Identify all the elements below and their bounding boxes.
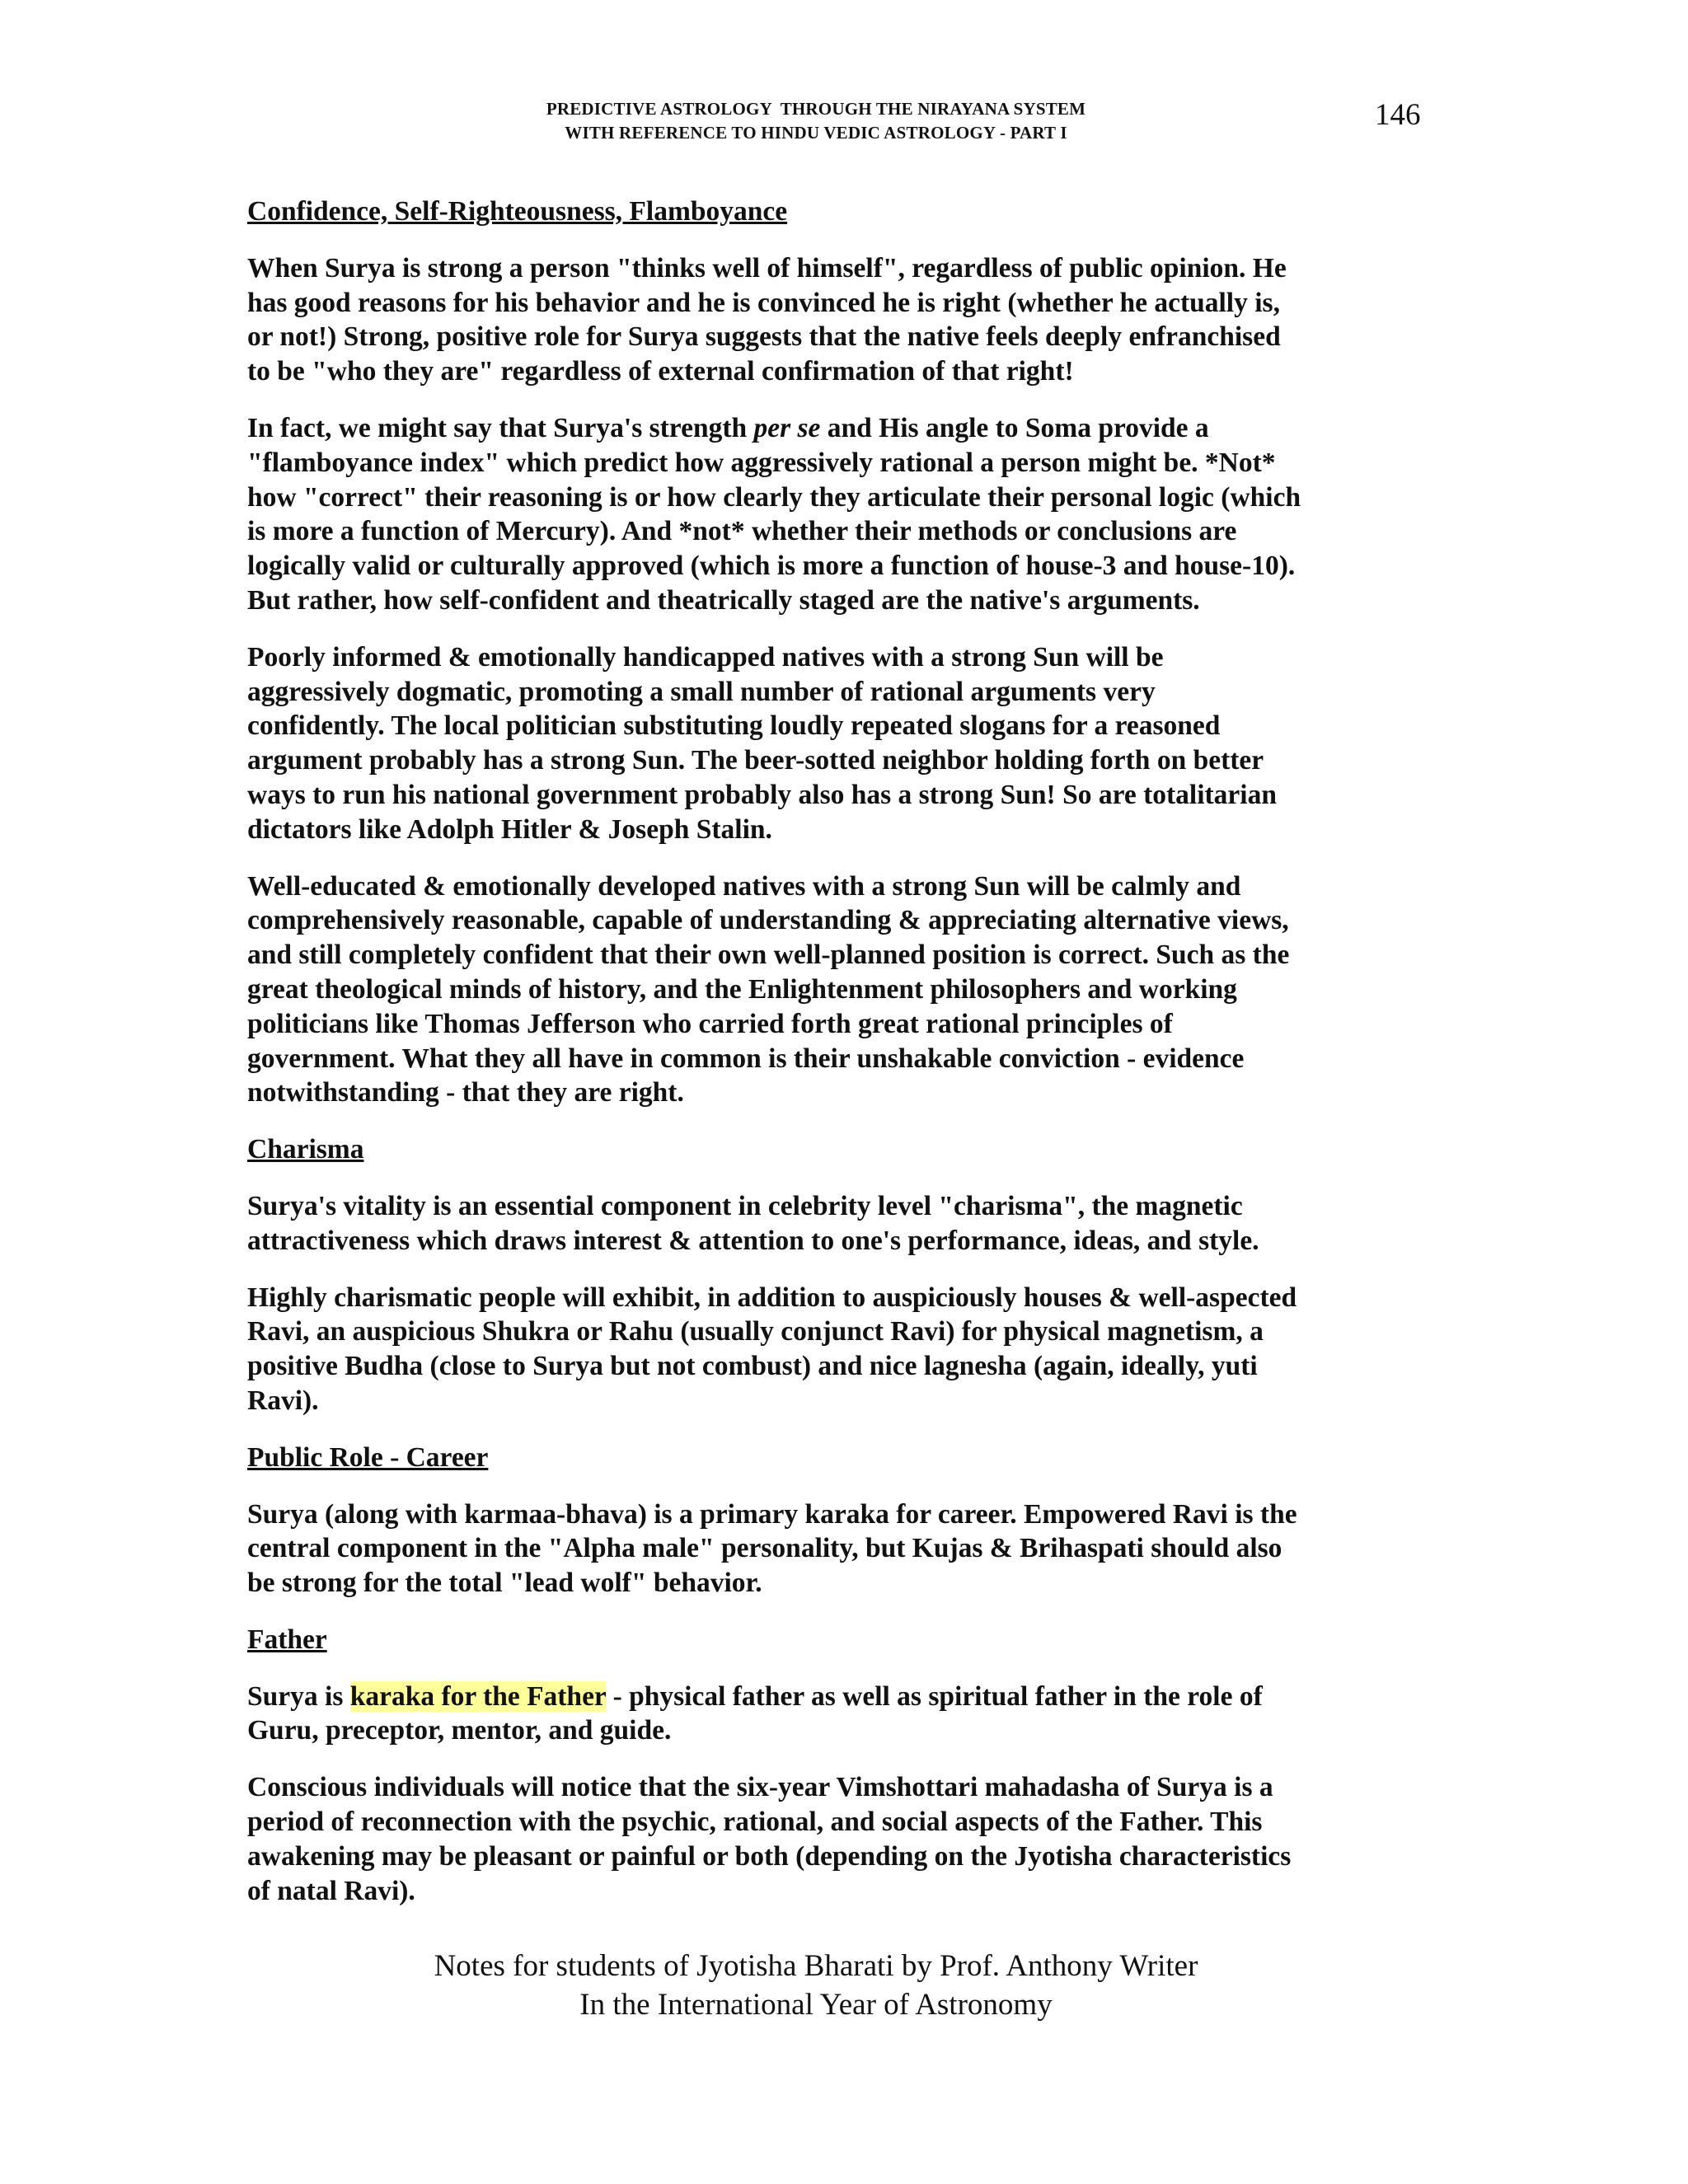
text-line: of natal Ravi). (247, 1875, 415, 1906)
section-heading-charisma: Charisma (247, 1134, 364, 1165)
text-line: When Surya is strong a person "thinks well of himself", regardless of public opinion. He (247, 252, 1287, 284)
text-line (247, 1680, 1442, 1714)
paragraph (247, 411, 1442, 618)
text-line: be strong for the total "lead wolf" behavior. (247, 1568, 762, 1599)
text-line: "flamboyance index" which predict how aggressively rational a person might be. *Not* (247, 447, 1276, 478)
text-run: Surya is (247, 1680, 350, 1712)
paragraph (247, 1189, 1442, 1258)
text-line: argument probably has a strong Sun. The beer-sotted neighbor holding forth on better (247, 745, 1264, 776)
text-line: comprehensively reasonable, capable of understanding & appreciating alternative views, (247, 905, 1289, 936)
text-line: how "correct" their reasoning is or how clearly they articulate their personal logic (which (247, 481, 1301, 513)
page-body (247, 194, 1442, 1930)
paragraph (247, 869, 1442, 1111)
paragraph (247, 1680, 1442, 1749)
text-line: or not!) Strong, positive role for Surya suggests that the native feels deeply enfranchised (247, 321, 1281, 353)
text-line: great theological minds of history, and the Enlightenment philosophers and working (247, 973, 1237, 1005)
text-line: positive Budha (close to Surya but not combust) and nice lagnesha (again, ideally, yuti (247, 1351, 1258, 1382)
text-line: Poorly informed & emotionally handicapped natives with a strong Sun will be (247, 641, 1164, 673)
text-line: government. What they all have in common is their unshakable conviction - evidence (247, 1043, 1245, 1074)
text-line: Ravi). (247, 1385, 319, 1416)
paragraph (247, 1281, 1442, 1418)
text-line: to be "who they are" regardless of external confirmation of that right! (247, 356, 1074, 387)
text-line: attractiveness which draws interest & attention to one's performance, ideas, and style. (247, 1225, 1259, 1256)
text-line: confidently. The local politician substituting loudly repeated slogans for a reasoned (247, 710, 1221, 742)
text-line: But rather, how self-confident and theatrically staged are the native's arguments. (247, 584, 1200, 616)
text-line: Highly charismatic people will exhibit, in addition to auspiciously houses & well-aspected (247, 1282, 1297, 1313)
text-line: Ravi, an auspicious Shukra or Rahu (usually conjunct Ravi) for physical magnetism, a (247, 1316, 1264, 1347)
page-footer (247, 1947, 1385, 2024)
text-line (247, 411, 1442, 446)
paragraph (247, 640, 1442, 847)
text-line: central component in the "Alpha male" personality, but Kujas & Brihaspati should also (247, 1533, 1282, 1564)
text-line: Surya's vitality is an essential component in celebrity level "charisma", the magnetic (247, 1190, 1243, 1221)
section-heading-father: Father (247, 1624, 327, 1655)
text-line: Conscious individuals will notice that the six-year Vimshottari mahadasha of Surya is a (247, 1772, 1273, 1803)
text-line: Well-educated & emotionally developed natives with a strong Sun will be calmly and (247, 870, 1241, 902)
paragraph (247, 1770, 1442, 1908)
text-run: and His angle to Soma provide a (820, 412, 1209, 443)
text-line: politicians like Thomas Jefferson who carried forth great rational principles of (247, 1008, 1173, 1039)
section-heading-confidence: Confidence, Self-Righteousness, Flamboyance (247, 196, 788, 227)
text-line: logically valid or culturally approved (which is more a function of house-3 and house-10). (247, 551, 1296, 582)
text-line: period of reconnection with the psychic, rational, and social aspects of the Father. This (247, 1807, 1263, 1838)
footer-line-1: Notes for students of Jyotisha Bharati by Prof. Anthony Writer (434, 1949, 1198, 1983)
text-line: Surya (along with karmaa-bhava) is a primary karaka for career. Empowered Ravi is the (247, 1498, 1297, 1530)
text-line: ways to run his national government probably also has a strong Sun! So are totalitarian (247, 779, 1277, 810)
text-line: notwithstanding - that they are right. (247, 1077, 684, 1108)
header-line-1: PREDICTIVE ASTROLOGY THROUGH THE NIRAYANA SYSTEM (546, 99, 1086, 119)
text-line: has good reasons for his behavior and he is convinced he is right (whether he actually is, (247, 287, 1280, 318)
text-line: awakening may be pleasant or painful or both (depending on the Jyotisha characteristics (247, 1840, 1292, 1872)
text-line: is more a function of Mercury). And *not* whether their methods or conclusions are (247, 516, 1237, 547)
footer-line-2: In the International Year of Astronomy (579, 1988, 1053, 2022)
text-line: dictators like Adolph Hitler & Joseph Stalin. (247, 813, 772, 845)
text-line: Guru, preceptor, mentor, and guide. (247, 1715, 672, 1746)
paragraph (247, 1497, 1442, 1601)
text-line: and still completely confident that their own well-planned position is correct. Such as the (247, 940, 1290, 971)
text-run: In fact, we might say that Surya's strength (247, 412, 754, 443)
text-line: aggressively dogmatic, promoting a small number of rational arguments very (247, 676, 1156, 707)
running-header (379, 97, 1253, 145)
italic-text: per se (753, 412, 821, 443)
highlighted-text: karaka for the Father (349, 1680, 607, 1712)
section-heading-career: Public Role - Career (247, 1441, 489, 1473)
text-run: - physical father as well as spiritual father in the role of (606, 1680, 1263, 1712)
page-number: 146 (1375, 98, 1421, 132)
header-line-2: WITH REFERENCE TO HINDU VEDIC ASTROLOGY - PART I (565, 123, 1067, 143)
paragraph (247, 251, 1442, 389)
